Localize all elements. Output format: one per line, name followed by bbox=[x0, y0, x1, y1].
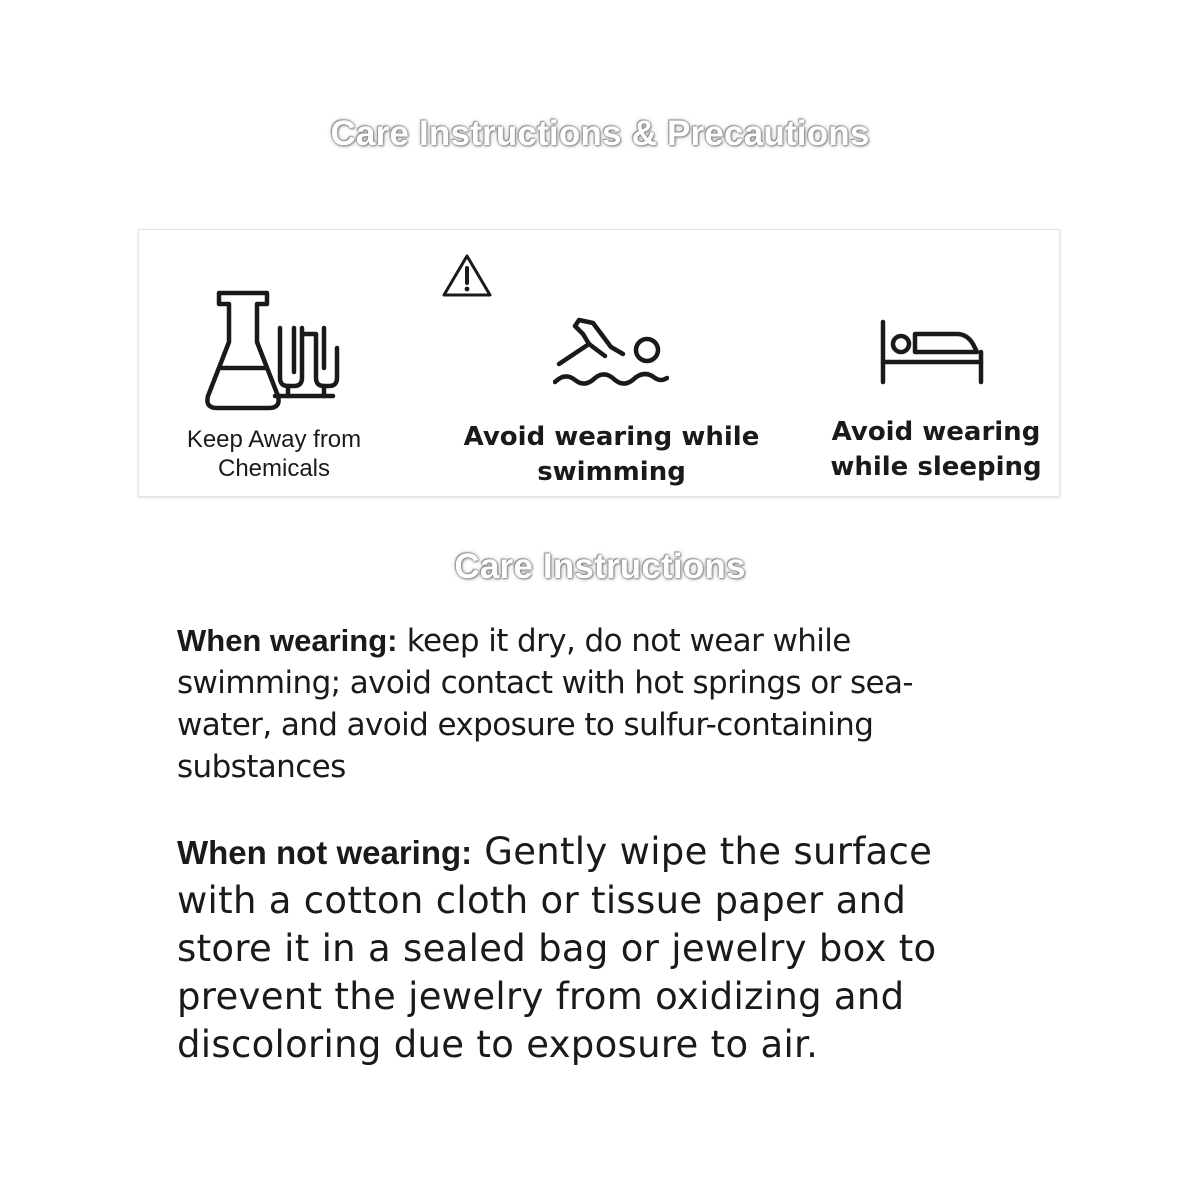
instruction-text: keep it dry, do not wear while bbox=[397, 623, 851, 659]
caption-keep-away-chemicals bbox=[159, 425, 389, 483]
instruction-label: When not wearing: bbox=[177, 834, 473, 871]
caption-line: swimming bbox=[537, 457, 686, 487]
instruction-line: store it in a sealed bag or jewelry box to bbox=[177, 927, 937, 970]
caption-line: Avoid wearing while bbox=[463, 422, 760, 452]
caption-avoid-sleeping bbox=[811, 415, 1061, 485]
section-title: Care Instructions bbox=[454, 547, 746, 586]
precautions-panel bbox=[138, 229, 1060, 497]
instruction-when-not-wearing bbox=[177, 828, 1007, 1069]
caption-avoid-swimming bbox=[449, 420, 774, 490]
instruction-line bbox=[177, 620, 1027, 662]
instruction-text: Gently wipe the surface bbox=[472, 830, 933, 873]
bed-icon bbox=[877, 318, 987, 386]
instruction-line bbox=[177, 828, 1007, 877]
instruction-line: discoloring due to exposure to air. bbox=[177, 1023, 819, 1066]
instruction-line: with a cotton cloth or tissue paper and bbox=[177, 879, 907, 922]
caption-line: Avoid wearing bbox=[831, 417, 1041, 447]
instruction-when-wearing bbox=[177, 620, 1027, 788]
page-title: Care Instructions & Precautions bbox=[330, 114, 870, 153]
caption-line: Keep Away from bbox=[186, 426, 362, 453]
chemicals-icon bbox=[205, 290, 345, 414]
instruction-line: swimming; avoid contact with hot springs or sea- bbox=[177, 665, 913, 701]
caption-line: while sleeping bbox=[830, 452, 1042, 482]
warning-triangle-icon bbox=[441, 252, 493, 298]
swimming-icon bbox=[553, 314, 669, 392]
instruction-line: substances bbox=[177, 749, 346, 785]
instruction-line: prevent the jewelry from oxidizing and bbox=[177, 975, 905, 1018]
instruction-label: When wearing: bbox=[177, 623, 398, 658]
instruction-line: water, and avoid exposure to sulfur-containing bbox=[177, 707, 874, 743]
caption-line: Chemicals bbox=[217, 455, 331, 482]
